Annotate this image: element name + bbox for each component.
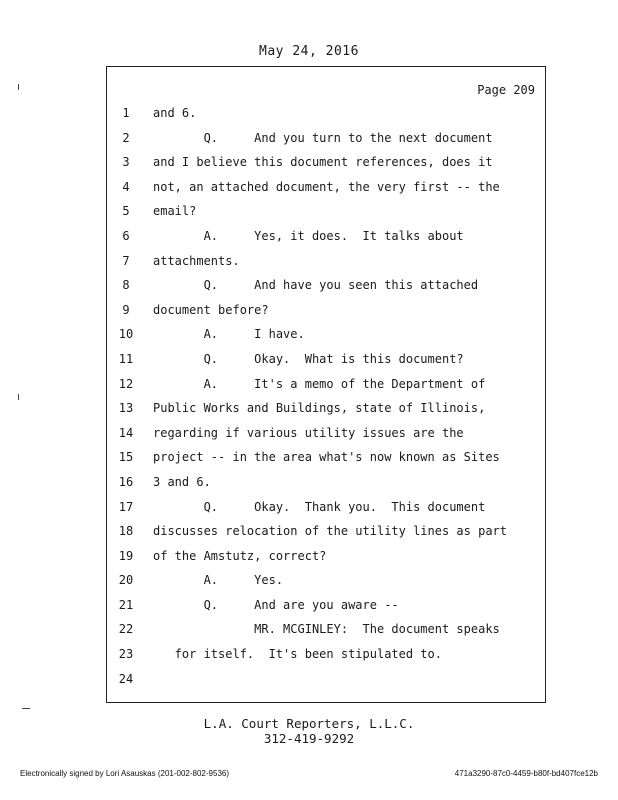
line-number: 18 (118, 524, 134, 539)
line-number: 22 (118, 622, 134, 637)
transcript-line (107, 273, 545, 298)
line-text: and 6. (153, 106, 197, 120)
footer-phone: 312-419-9292 (263, 731, 355, 746)
footer-reporter: L.A. Court Reporters, L.L.C. (203, 716, 415, 731)
transcript-line (107, 470, 545, 495)
line-number: 24 (118, 671, 134, 686)
line-number: 12 (118, 376, 134, 391)
transcript-line (107, 126, 545, 151)
line-text: discusses relocation of the utility lines as part (153, 524, 508, 539)
line-number: 17 (118, 499, 134, 514)
line-text: and I believe this document references, does it (153, 155, 493, 170)
line-text: of the Amstutz, correct? (153, 548, 327, 563)
transcript-line (107, 519, 545, 544)
line-number: 16 (118, 474, 134, 489)
transcript-line (107, 667, 545, 692)
line-text: A. Yes, it does. It talks about (153, 228, 464, 243)
transcript-line (107, 199, 545, 224)
line-number: 20 (118, 573, 134, 588)
line-number: 8 (122, 278, 130, 293)
line-text: A. Yes. (153, 573, 284, 588)
line-number: 10 (118, 327, 134, 342)
transcript-line (107, 421, 545, 446)
line-number: 7 (122, 253, 130, 268)
line-text: attachments. (153, 253, 240, 268)
transcript-line (107, 396, 545, 421)
transcript-line (107, 298, 545, 323)
line-number: 23 (118, 647, 134, 662)
transcript-line (107, 642, 545, 667)
line-number: 5 (122, 204, 130, 219)
transcript-line (107, 322, 545, 347)
line-text: document before? (153, 302, 269, 317)
line-number: 2 (122, 130, 130, 145)
line-number: 4 (122, 179, 130, 194)
line-text: 3 and 6. (153, 474, 211, 489)
line-text: Q. Okay. What is this document? (153, 351, 464, 366)
electronic-signature: Electronically signed by Lori Asauskas (201-002-802-9536) (20, 769, 230, 778)
line-number: 14 (118, 425, 134, 440)
line-number: 13 (118, 401, 134, 416)
line-number: 3 (122, 155, 130, 170)
line-number: 19 (118, 548, 134, 563)
line-text: Public Works and Buildings, state of Illinois, (153, 401, 486, 416)
line-number: 21 (118, 597, 134, 612)
transcript-line (107, 101, 545, 126)
transcript-line (107, 347, 545, 372)
header-date: May 24, 2016 (259, 44, 359, 59)
scan-mark (22, 708, 30, 709)
transcript-page (106, 66, 546, 703)
scan-mark (18, 84, 19, 90)
transcript-line (107, 224, 545, 249)
line-text: regarding if various utility issues are the (153, 425, 464, 440)
line-number: 6 (122, 228, 130, 243)
transcript-line (107, 495, 545, 520)
transcript-line (107, 372, 545, 397)
line-text: email? (153, 204, 197, 219)
line-text: for itself. It's been stipulated to. (153, 647, 442, 662)
line-number: 9 (122, 302, 130, 317)
line-number: 11 (118, 351, 134, 366)
transcript-lines (107, 101, 545, 691)
line-text: Q. And are you aware -- (153, 597, 399, 612)
line-text: A. I have. (153, 327, 305, 342)
page-number: Page 209 (477, 83, 535, 97)
line-text: not, an attached document, the very first -- the (153, 179, 500, 194)
transcript-line (107, 617, 545, 642)
line-text: A. It's a memo of the Department of (153, 376, 486, 391)
line-text: MR. MCGINLEY: The document speaks (153, 622, 500, 637)
line-text: Q. And you turn to the next document (153, 130, 493, 145)
transcript-line (107, 568, 545, 593)
transcript-line (107, 593, 545, 618)
line-text: Q. Okay. Thank you. This document (153, 499, 486, 514)
transcript-line (107, 544, 545, 569)
document-hash: 471a3290-87c0-4459-b80f-bd407fce12b (454, 769, 598, 778)
line-text: Q. And have you seen this attached (153, 278, 479, 293)
transcript-line (107, 175, 545, 200)
scan-mark (18, 394, 19, 400)
line-number: 1 (122, 106, 130, 120)
transcript-line (107, 249, 545, 274)
line-text: project -- in the area what's now known as Sites (153, 450, 500, 465)
transcript-line (107, 150, 545, 175)
transcript-line (107, 445, 545, 470)
line-number: 15 (118, 450, 134, 465)
